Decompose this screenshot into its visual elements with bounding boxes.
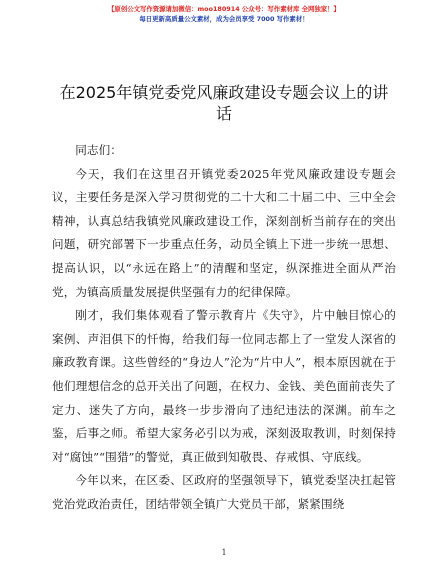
page-number: 1	[221, 548, 227, 557]
promo-banner	[0, 4, 448, 24]
document-body	[52, 139, 396, 517]
salutation: 同志们：	[75, 143, 122, 157]
document-title: 在2025年镇党委党风廉政建设专题会议上的讲话	[59, 83, 389, 123]
paragraph-1: 今天，我们在这里召开镇党委2025年党风廉政建设专题会议，主要任务是深入学习贯彻党的二十大和二十届二中、三中全会精神，认真总结我镇党风廉政建设工作，深刻剖析当前存在的突出问题，研究部署下一步重点任务，动员全镇上下进一步统一思想、提高认识，以“永远在路上”的清醒和坚定，纵深推进全面从严治党，为镇高质量发展提供坚强有力的纪律保障。	[52, 166, 396, 299]
paragraph-2: 刚才，我们集体观看了警示教育片《失守》，片中触目惊心的案例、声泪俱下的忏悔，给我们每一位同志都上了一堂发人深省的廉政教育课。这些曾经的“身边人”沦为“片中人”，根本原因就在于他们理想信念的总开关出了问题，在权力、金钱、美色面前丧失了定力、迷失了方向，最终一步步滑向了违纪违法的深渊。前车之鉴，后事之师。希望大家务必引以为戒，深刻汲取教训，时刻保持对“腐蚀”“围猎”的警觉，真正做到知敬畏、存戒惧、守底线。	[52, 308, 396, 464]
paragraph-3: 今年以来，在区委、区政府的坚强领导下，镇党委坚决扛起管党治党政治责任，团结带领全镇广大党员干部，紧紧围绕	[52, 473, 396, 511]
promo-banner-line-2: 每日更新高质量公文素材，成为会员享受 7000 写作素材！	[139, 15, 309, 23]
promo-banner-line-1: 【原创公文写作资源请加微信：moo180914 公众号：写作素材库 全网独家！】	[108, 5, 340, 13]
